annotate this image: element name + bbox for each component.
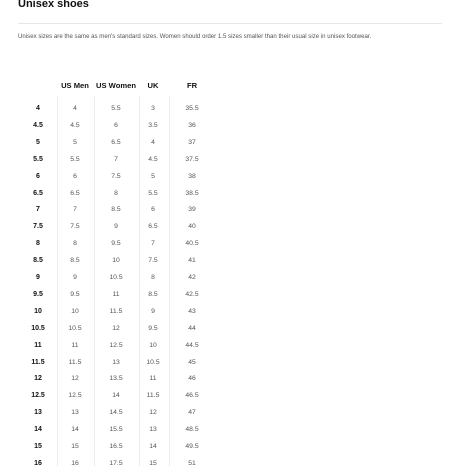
table-header-row bbox=[24, 78, 214, 94]
table-cell: 10 bbox=[112, 257, 120, 265]
table-cell: 7 bbox=[151, 240, 155, 248]
table-cell: 8 bbox=[151, 274, 155, 281]
table-cell: 13 bbox=[71, 409, 79, 417]
table-cell: 5 bbox=[36, 138, 40, 146]
table-cell: 6 bbox=[73, 172, 77, 180]
table-cell: 35.5 bbox=[185, 105, 199, 112]
table-cell: 9.5 bbox=[111, 240, 121, 248]
table-row bbox=[24, 438, 224, 455]
table-cell: 38.5 bbox=[185, 189, 199, 197]
table-cell: 9 bbox=[114, 223, 118, 231]
header-cell-us-women: US Women bbox=[96, 81, 136, 90]
page-title: Unisex shoes bbox=[18, 0, 89, 10]
table-cell: 14 bbox=[34, 426, 42, 434]
table-cell: 14.5 bbox=[109, 409, 123, 417]
table-row bbox=[24, 370, 224, 387]
table-cell: 11.5 bbox=[109, 307, 123, 315]
table-cell: 8 bbox=[36, 240, 40, 248]
table-cell: 5.5 bbox=[70, 155, 80, 163]
table-cell: 4 bbox=[151, 138, 155, 146]
table-cell: 9.5 bbox=[70, 290, 80, 298]
table-cell: 42 bbox=[188, 274, 196, 281]
table-cell: 8.5 bbox=[33, 257, 43, 265]
table-cell: 13.5 bbox=[109, 375, 123, 383]
table-row bbox=[24, 286, 224, 303]
table-cell: 44 bbox=[188, 324, 196, 332]
table-row bbox=[24, 337, 224, 354]
table-row bbox=[24, 303, 224, 320]
table-cell: 17.5 bbox=[109, 459, 123, 467]
table-row bbox=[24, 134, 224, 151]
table-cell: 7.5 bbox=[111, 172, 121, 180]
table-cell: 12 bbox=[112, 324, 120, 332]
table-cell: 8.5 bbox=[148, 290, 158, 298]
table-cell: 42.5 bbox=[185, 290, 199, 298]
table-cell: 39 bbox=[188, 206, 196, 214]
table-cell: 5.5 bbox=[148, 189, 158, 197]
table-cell: 41 bbox=[188, 257, 196, 265]
table-row bbox=[24, 455, 224, 472]
table-cell: 5.5 bbox=[33, 155, 43, 163]
table-cell: 16 bbox=[71, 459, 79, 467]
table-row bbox=[24, 218, 224, 235]
table-cell: 11.5 bbox=[146, 392, 160, 400]
table-cell: 14 bbox=[71, 426, 79, 434]
table-cell: 10.5 bbox=[109, 274, 123, 281]
table-row bbox=[24, 269, 224, 286]
table-cell: 4.5 bbox=[148, 155, 158, 163]
table-cell: 9.5 bbox=[148, 324, 158, 332]
table-cell: 5 bbox=[151, 172, 155, 180]
table-cell: 6.5 bbox=[33, 189, 43, 197]
table-cell: 6 bbox=[36, 172, 40, 180]
table-cell: 45 bbox=[188, 358, 196, 366]
table-row bbox=[24, 404, 224, 421]
table-cell: 12.5 bbox=[68, 392, 82, 400]
table-cell: 36 bbox=[188, 121, 196, 129]
table-cell: 44.5 bbox=[185, 341, 199, 349]
table-row bbox=[24, 421, 224, 438]
table-row bbox=[24, 235, 224, 252]
table-cell: 9.5 bbox=[33, 290, 43, 298]
table-cell: 4 bbox=[73, 105, 77, 112]
title-divider bbox=[18, 23, 442, 24]
header-cell-us-men: US Men bbox=[61, 81, 89, 90]
header-cell-uk: UK bbox=[147, 81, 159, 90]
table-cell: 12 bbox=[149, 409, 157, 417]
table-cell: 40.5 bbox=[185, 240, 199, 248]
table-cell: 11.5 bbox=[68, 358, 82, 366]
table-cell: 10 bbox=[149, 341, 157, 349]
table-cell: 40 bbox=[188, 223, 196, 231]
table-cell: 11.5 bbox=[31, 358, 45, 366]
table-cell: 10.5 bbox=[68, 324, 82, 332]
table-cell: 4.5 bbox=[33, 121, 43, 129]
table-row bbox=[24, 387, 224, 404]
table-cell: 13 bbox=[149, 426, 157, 434]
sizing-note: Unisex sizes are the same as men's standard sizes. Women should order 1.5 sizes smaller than their usual size in unisex footwear. bbox=[18, 33, 372, 40]
table-row bbox=[24, 151, 224, 168]
table-row bbox=[24, 320, 224, 337]
table-cell: 47 bbox=[188, 409, 196, 417]
table-cell: 6.5 bbox=[148, 223, 158, 231]
table-row bbox=[24, 100, 224, 117]
header-cell-fr: FR bbox=[186, 81, 198, 90]
table-cell: 8.5 bbox=[70, 257, 80, 265]
table-cell: 12 bbox=[71, 375, 79, 383]
table-cell: 46 bbox=[188, 375, 196, 383]
table-cell: 12.5 bbox=[109, 341, 123, 349]
table-cell: 9 bbox=[36, 274, 40, 281]
table-row bbox=[24, 354, 224, 371]
table-cell: 11 bbox=[112, 290, 120, 298]
table-cell: 16.5 bbox=[109, 443, 123, 450]
table-cell: 49.5 bbox=[185, 443, 199, 450]
table-cell: 15 bbox=[34, 443, 42, 450]
table-row bbox=[24, 117, 224, 134]
table-cell: 10.5 bbox=[146, 358, 160, 366]
table-cell: 7 bbox=[36, 206, 40, 214]
table-cell: 5.5 bbox=[111, 105, 121, 112]
table-cell: 10 bbox=[71, 307, 79, 315]
table-cell: 7.5 bbox=[70, 223, 80, 231]
table-cell: 8.5 bbox=[111, 206, 121, 214]
table-cell: 9 bbox=[73, 274, 77, 281]
table-cell: 7.5 bbox=[33, 223, 43, 231]
table-cell: 46.5 bbox=[185, 392, 199, 400]
table-row bbox=[24, 252, 224, 269]
table-cell: 8 bbox=[114, 189, 118, 197]
table-cell: 43 bbox=[188, 307, 196, 315]
table-cell: 15.5 bbox=[109, 426, 123, 434]
table-cell: 6 bbox=[114, 121, 118, 129]
table-cell: 37 bbox=[188, 138, 196, 146]
table-cell: 3.5 bbox=[148, 121, 158, 129]
table-cell: 13 bbox=[34, 409, 42, 417]
table-cell: 9 bbox=[151, 307, 155, 315]
table-cell: 11 bbox=[34, 341, 42, 349]
table-cell: 11 bbox=[71, 341, 79, 349]
table-cell: 4.5 bbox=[70, 121, 80, 129]
table-cell: 6 bbox=[151, 206, 155, 214]
table-cell: 12 bbox=[34, 375, 42, 383]
table-cell: 7 bbox=[114, 155, 118, 163]
table-row bbox=[24, 168, 224, 185]
table-cell: 14 bbox=[112, 392, 120, 400]
table-cell: 48.5 bbox=[185, 426, 199, 434]
table-cell: 11 bbox=[149, 375, 157, 383]
table-cell: 7.5 bbox=[148, 257, 158, 265]
table-cell: 6.5 bbox=[70, 189, 80, 197]
table-cell: 15 bbox=[149, 459, 157, 467]
table-cell: 14 bbox=[149, 443, 157, 450]
table-cell: 8 bbox=[73, 240, 77, 248]
table-cell: 51 bbox=[188, 459, 196, 467]
table-cell: 3 bbox=[151, 105, 155, 112]
table-cell: 6.5 bbox=[111, 138, 121, 146]
table-cell: 12.5 bbox=[31, 392, 45, 400]
table-cell: 5 bbox=[73, 138, 77, 146]
table-cell: 37.5 bbox=[185, 155, 199, 163]
table-cell: 16 bbox=[34, 459, 42, 467]
table-row bbox=[24, 185, 224, 202]
table-cell: 13 bbox=[112, 358, 120, 366]
table-cell: 15 bbox=[71, 443, 79, 450]
table-cell: 38 bbox=[188, 172, 196, 180]
table-cell: 10 bbox=[34, 307, 42, 315]
table-cell: 7 bbox=[73, 206, 77, 214]
table-cell: 4 bbox=[36, 105, 40, 112]
table-cell: 10.5 bbox=[31, 324, 45, 332]
table-row bbox=[24, 201, 224, 218]
